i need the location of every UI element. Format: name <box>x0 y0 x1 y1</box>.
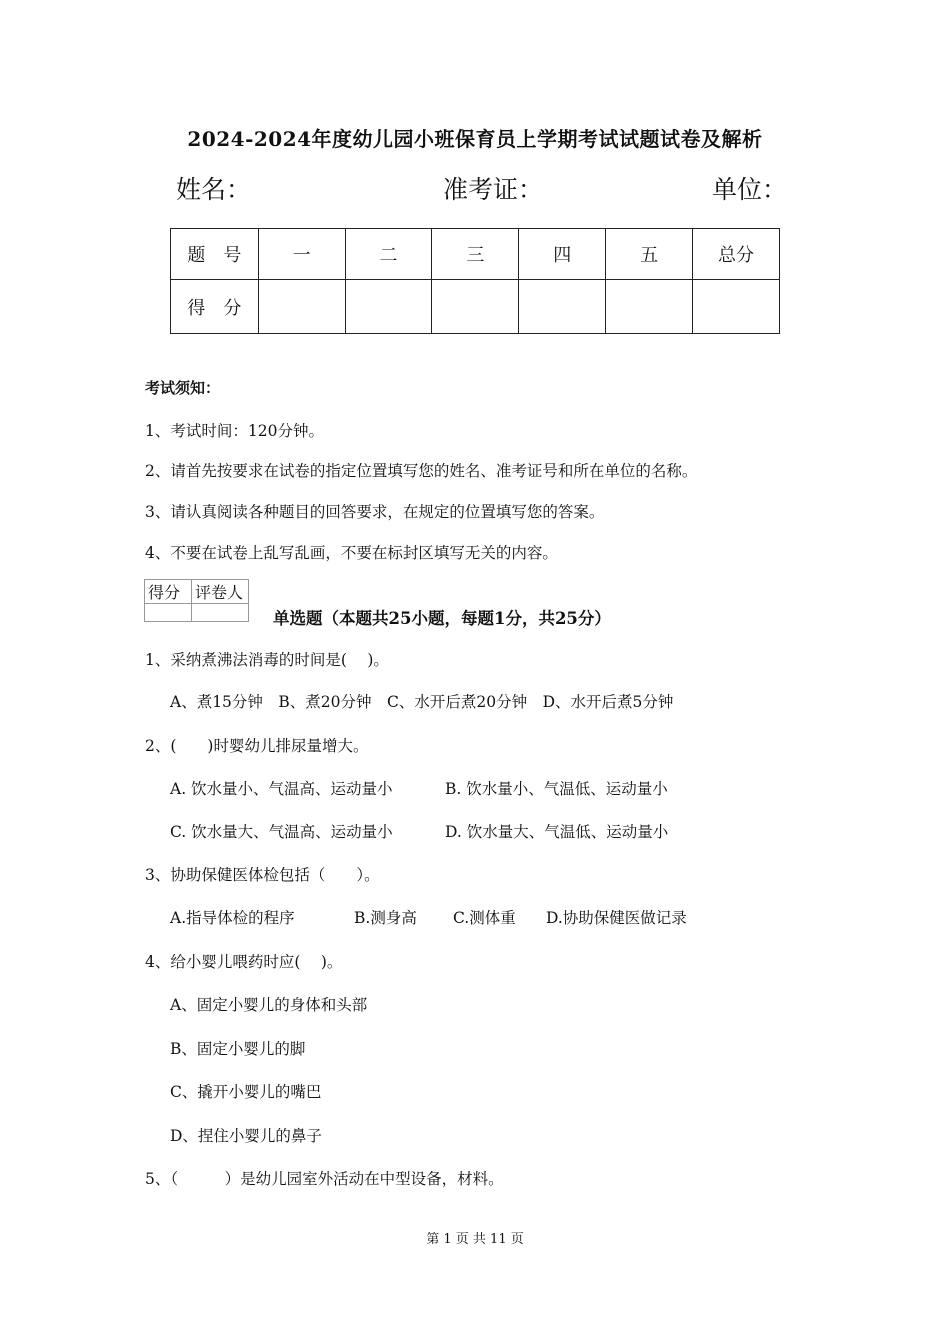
header-cell-1: 一 <box>258 229 345 280</box>
question-stem: 4、给小婴儿喂药时应( )。 <box>145 953 343 971</box>
question-stem: 3、协助保健医体检包括（ ）。 <box>145 866 380 884</box>
unit-label: 单位： <box>712 175 788 204</box>
option-d: D、捏住小婴儿的鼻子 <box>170 1127 322 1145</box>
score-cell-5[interactable] <box>606 280 693 334</box>
option-a: A.指导体检的程序 <box>170 909 295 927</box>
score-table <box>170 228 780 334</box>
notice-item: 2、请首先按要求在试卷的指定位置填写您的姓名、准考证号和所在单位的名称。 <box>145 462 698 480</box>
notice-item: 3、请认真阅读各种题目的回答要求，在规定的位置填写您的答案。 <box>145 503 605 521</box>
option-c: C.测体重 <box>453 909 516 927</box>
grader-name-cell[interactable] <box>192 604 249 622</box>
option-c: C、撬开小婴儿的嘴巴 <box>170 1083 322 1101</box>
header-cell-number: 题 号 <box>171 229 259 280</box>
question-stem: 1、采纳煮沸法消毒的时间是( )。 <box>145 651 389 669</box>
score-cell-4[interactable] <box>519 280 606 334</box>
grader-score-label: 得分 <box>145 580 192 604</box>
score-cell-1[interactable] <box>258 280 345 334</box>
header-cell-total: 总分 <box>693 229 780 280</box>
notice-item: 4、不要在试卷上乱写乱画，不要在标封区填写无关的内容。 <box>145 544 558 562</box>
score-table-score-row <box>171 280 780 334</box>
grader-score-cell[interactable] <box>145 604 192 622</box>
score-cell-3[interactable] <box>432 280 519 334</box>
notice-item: 1、考试时间：120分钟。 <box>145 422 324 440</box>
header-cell-4: 四 <box>519 229 606 280</box>
notice-heading: 考试须知： <box>145 379 221 397</box>
score-table-header-row <box>171 229 780 280</box>
option-d: D.协助保健医做记录 <box>546 909 687 927</box>
page-title: 2024-2024年度幼儿园小班保育员上学期考试试题试卷及解析 <box>187 127 763 151</box>
score-row-label: 得 分 <box>171 280 259 334</box>
question-stem: 2、( )时婴幼儿排尿量增大。 <box>145 737 369 755</box>
option-c: C. 饮水量大、气温高、运动量小 <box>170 823 393 841</box>
page-footer: 第 1 页 共 11 页 <box>426 1232 524 1247</box>
section-title: 单选题（本题共25小题，每题1分，共25分） <box>273 609 611 628</box>
exam-id-label: 准考证： <box>443 175 544 204</box>
name-label: 姓名： <box>176 175 252 204</box>
option-a: A. 饮水量小、气温高、运动量小 <box>170 780 393 798</box>
score-cell-total[interactable] <box>693 280 780 334</box>
header-cell-5: 五 <box>606 229 693 280</box>
score-cell-2[interactable] <box>345 280 432 334</box>
grader-name-label: 评卷人 <box>192 580 249 604</box>
question-options: A、煮15分钟 B、煮20分钟 C、水开后煮20分钟 D、水开后煮5分钟 <box>170 693 674 711</box>
header-cell-2: 二 <box>345 229 432 280</box>
option-b: B.测身高 <box>354 909 417 927</box>
question-stem: 5、（ ）是幼儿园室外活动在中型设备，材料。 <box>145 1170 504 1188</box>
grader-box <box>144 579 249 622</box>
option-b: B、固定小婴儿的脚 <box>170 1040 306 1058</box>
option-a: A、固定小婴儿的身体和头部 <box>170 996 368 1014</box>
header-cell-3: 三 <box>432 229 519 280</box>
option-b: B. 饮水量小、气温低、运动量小 <box>445 780 668 798</box>
option-d: D. 饮水量大、气温低、运动量小 <box>445 823 669 841</box>
